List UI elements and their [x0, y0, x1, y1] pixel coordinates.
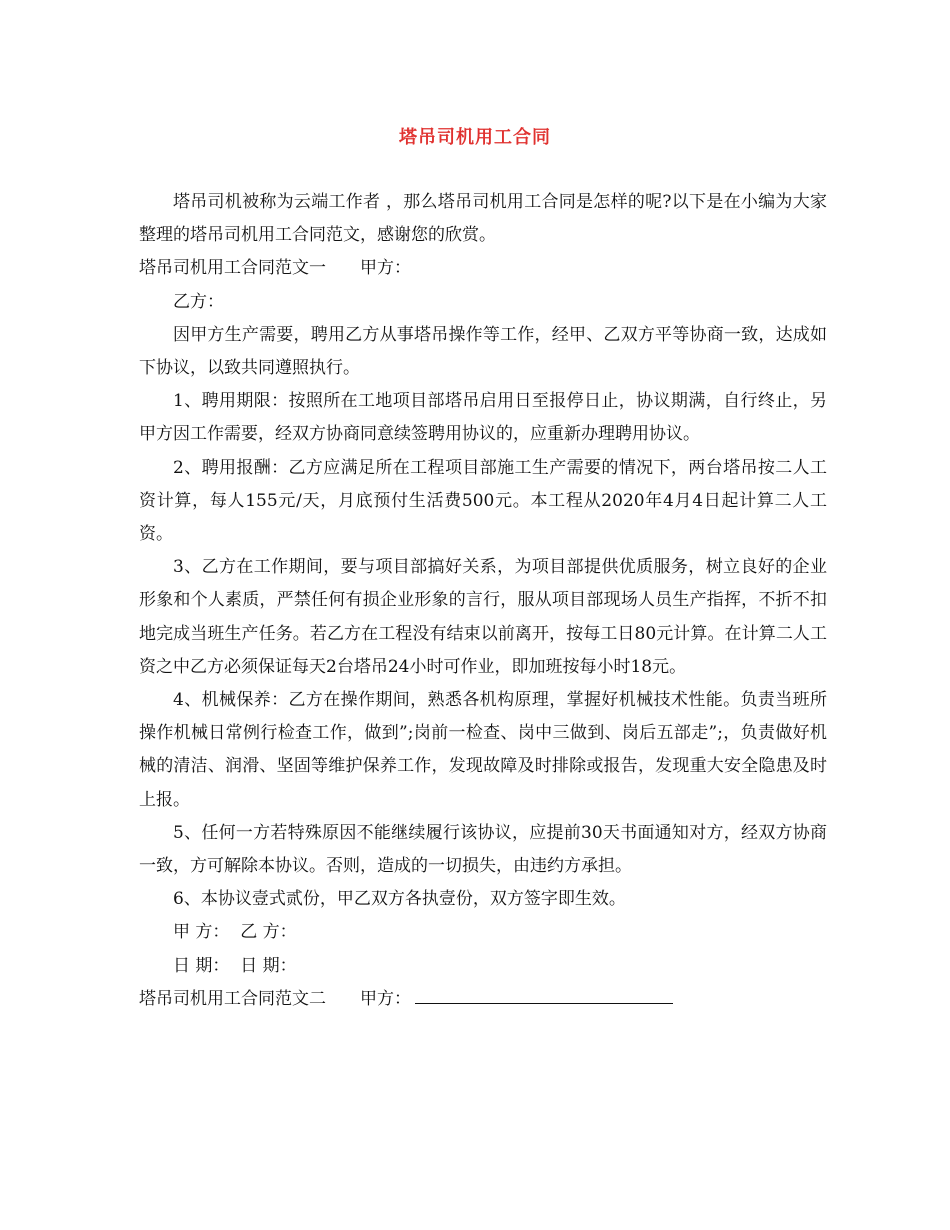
sample1-heading-line — [139, 252, 827, 285]
clause-6: 6、本协议壹式贰份，甲乙双方各执壹份，双方签字即生效。 — [173, 889, 626, 910]
sample2-heading: 塔吊司机用工合同范文二 — [139, 988, 326, 1009]
intro-paragraph: 塔吊司机被称为云端工作者 ，那么塔吊司机用工合同是怎样的呢?以下是在小编为大家整理的塔吊司机用工合同范文，感谢您的欣赏。 — [139, 192, 827, 246]
signature-blank-line — [415, 985, 673, 1004]
document-title: 塔吊司机用工合同 — [399, 127, 551, 148]
clause-2: 2、聘用报酬：乙方应满足所在工程项目部施工生产需要的情况下，两台塔吊按二人工资计算，每人155元/天，月底预付生活费500元。本工程从2020年4月4日起计算二人工资。 — [139, 457, 827, 545]
clause-1: 1、聘用期限：按照所在工地项目部塔吊启用日至报停日止，协议期满，自行终止，另甲方因工作需要，经双方协商同意续签聘用协议的，应重新办理聘用协议。 — [139, 391, 827, 445]
sample2-heading-line — [139, 983, 827, 1016]
signature-dates: 日 期： 日 期： — [173, 955, 297, 976]
clause-3: 3、乙方在工作期间，要与项目部搞好关系，为项目部提供优质服务，树立良好的企业形象和个人素质，严禁任何有损企业形象的言行，服从项目部现场人员生产指挥，不折不扣地完成当班生产任务。若乙方在工程没有结束以前离开，按每工日80元计算。在计算二人工资之中乙方必须保证每天2台塔吊24小时可作业，即加班按每小时18元。 — [139, 557, 827, 677]
preamble-paragraph: 因甲方生产需要，聘用乙方从事塔吊操作等工作，经甲、乙双方平等协商一致，达成如下协议，以致共同遵照执行。 — [139, 324, 827, 379]
signature-parties: 甲 方： 乙 方： — [173, 922, 297, 943]
sample1-heading: 塔吊司机用工合同范文一 — [139, 258, 326, 279]
sample2-party-a-label: 甲方： — [360, 988, 411, 1009]
party-a-label: 甲方： — [360, 258, 411, 279]
party-b-label: 乙方： — [173, 291, 224, 312]
clause-5: 5、任何一方若特殊原因不能继续履行该协议，应提前30天书面通知对方，经双方协商一致，方可解除本协议。否则，造成的一切损失，由违约方承担。 — [139, 822, 827, 877]
document-body — [139, 186, 827, 1016]
clause-4: 4、机械保养：乙方在操作期间，熟悉各机构原理，掌握好机械技术性能。负责当班所操作机械日常例行检查工作，做到”;岗前一检查、岗中三做到、岗后五部走”;，负责做好机械的清洁、润滑、坚固等维护保养工作，发现故障及时排除或报告，发现重大安全隐患及时上报。 — [139, 690, 827, 810]
